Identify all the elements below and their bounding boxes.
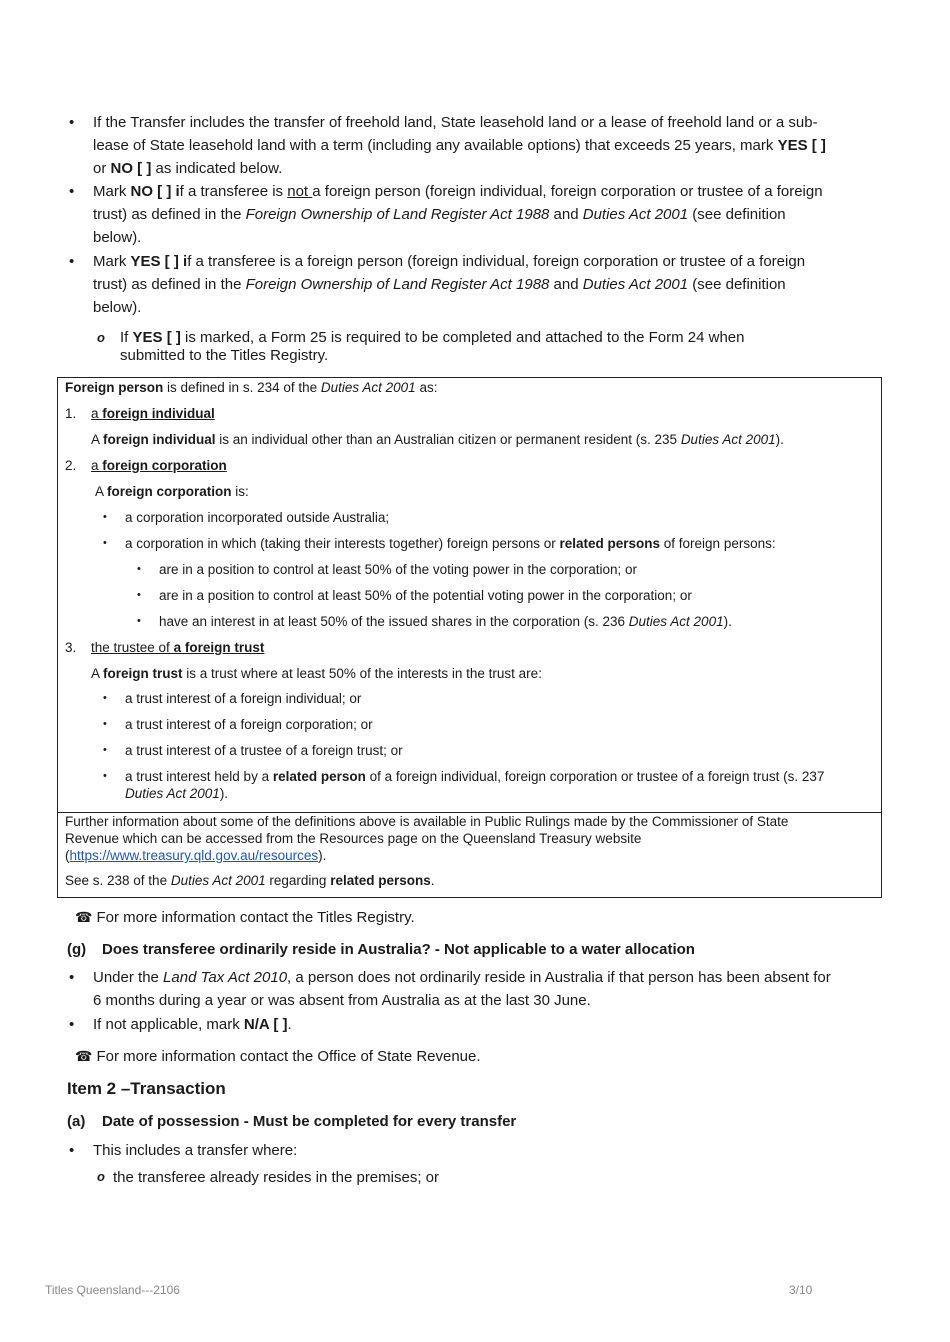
title-bold: foreign corporation (102, 458, 227, 473)
see-definition-text: (see definition (688, 206, 786, 223)
as-indicated-text: as indicated below. (151, 160, 283, 177)
bullet-icon: • (137, 615, 141, 627)
corp-sub-bullet-2: are in a position to control at least 50% of the potential voting power in the corporation; or (159, 588, 692, 603)
mark-text: Mark (93, 183, 131, 200)
contact-titles-text: For more information contact the Titles Registry. (96, 909, 415, 926)
and-text: and (549, 206, 583, 223)
form25-note (120, 329, 880, 365)
paren-close: ). (318, 848, 327, 863)
bullet-icon: • (137, 563, 141, 575)
no-box-label: NO [ ] i (130, 183, 180, 200)
not-applicable-text: If not applicable, mark (93, 1016, 244, 1033)
contact-titles-registry (75, 906, 415, 929)
act-name: Land Tax Act 2010 (163, 969, 288, 986)
intro-bullet-3 (93, 250, 893, 319)
title-prefix: the trustee of (91, 640, 174, 655)
sub3-post: ). (723, 614, 732, 629)
section-a-bullet-1: This includes a transfer where: (93, 1142, 298, 1159)
hollow-bullet-icon: o (97, 1169, 105, 1184)
bullet-icon: • (103, 692, 107, 704)
section-label: (g) (67, 941, 87, 958)
bullet-icon: • (103, 511, 107, 523)
corp-bullet-2-post: of foreign persons: (660, 536, 776, 551)
intro-bullet-1 (93, 111, 893, 180)
yes-box-label: YES [ ] (132, 329, 181, 346)
section-g-bullet-2 (93, 1013, 292, 1036)
trust-bullet-2: a trust interest of a foreign corporation; or (125, 717, 373, 732)
related-person-term: related person (272, 769, 366, 784)
desc-prefix: A (95, 484, 108, 499)
bullet-icon: • (69, 253, 75, 270)
if-text: If (120, 329, 133, 346)
heading-post: as: (415, 380, 438, 395)
intro-bullet-1-line2: lease of State leasehold land with a term (including any available options) that exceeds 25 years, mark (93, 137, 778, 154)
form25-line1: is marked, a Form 25 is required to be completed and attached to the Form 24 when (180, 329, 745, 346)
act-name: Foreign Ownership of Land Register Act 1988 (245, 206, 550, 223)
corp-bullet-2-pre: a corporation in which (taking their interests together) foreign persons or (125, 536, 560, 551)
section-a-heading (67, 1110, 516, 1133)
trust-defined-text: trust) as defined in the (93, 276, 246, 293)
desc-prefix: A (91, 432, 104, 447)
item-number: 3. (65, 640, 77, 655)
trust-bullet-4 (125, 768, 875, 802)
bullet-icon: • (69, 114, 75, 131)
title-prefix: a (91, 458, 103, 473)
foreign-trust-desc (91, 665, 542, 682)
trust-bullet-1: a trust interest of a foreign individual; or (125, 691, 362, 706)
desc-post: is a trust where at least 50% of the interests in the trust are: (182, 666, 542, 681)
form25-line2: submitted to the Titles Registry. (120, 347, 329, 364)
foreign-trust-title (91, 639, 264, 656)
bullet-icon: • (69, 1016, 75, 1033)
related-persons-term: related persons (330, 873, 431, 888)
yes-box-label: YES [ ] i (130, 253, 188, 270)
act-name: Duties Act 2001 (125, 786, 220, 801)
intro-bullet-1-line1: If the Transfer includes the transfer of freehold land, State leasehold land or a lease of freehold land or a sub- (93, 114, 818, 131)
further-info-line1: Further information about some of the definitions above is available in Public Rulings made by the Commissioner of State (65, 814, 789, 829)
not-underlined: not (287, 183, 313, 200)
footer-document-id: Titles Queensland---2106 (45, 1283, 180, 1297)
if-text: f a transferee is a foreign person (foreign individual, foreign corporation or trustee of a foreign (187, 253, 806, 270)
foreign-individual-desc (91, 431, 784, 448)
section-title: Does transferee ordinarily reside in Australia? - Not applicable to a water allocation (102, 941, 695, 958)
desc-post: ). (775, 432, 784, 447)
corp-sub-bullet-3 (159, 613, 732, 630)
desc-term: foreign individual (103, 432, 216, 447)
yes-box-label: YES [ ] (777, 137, 826, 154)
corp-sub-bullet-1: are in a position to control at least 50% of the voting power in the corporation; or (159, 562, 638, 577)
na-box-label: N/A [ ] (243, 1016, 288, 1033)
act-name: Duties Act 2001 (170, 873, 266, 888)
act-name: Duties Act 2001 (628, 614, 724, 629)
act-name: Duties Act 2001 (582, 276, 689, 293)
if-text: f a transferee is (179, 183, 288, 200)
trust-bullet-4-pre: a trust interest held by a (125, 769, 273, 784)
contact-revenue-text: For more information contact the Office of State Revenue. (96, 1048, 481, 1065)
or-text: or (93, 160, 111, 177)
desc-mid: is an individual other than an Australian citizen or permanent resident (s. 235 (215, 432, 681, 447)
under-the-text: Under the (93, 969, 164, 986)
foreign-person-text: a foreign person (foreign individual, foreign corporation or trustee of a foreign (312, 183, 823, 200)
paren-open: ( (65, 848, 70, 863)
desc-term: foreign trust (103, 666, 183, 681)
section-a-sub-bullet-1: the transferee already resides in the premises; or (113, 1169, 439, 1186)
section-g-heading (67, 938, 695, 961)
heading-mid: is defined in s. 234 of the (163, 380, 321, 395)
title-bold: foreign individual (102, 406, 215, 421)
desc-term: foreign corporation (107, 484, 232, 499)
act-name: Duties Act 2001 (320, 380, 416, 395)
trust-defined-text: trust) as defined in the (93, 206, 246, 223)
foreign-corporation-desc (95, 483, 249, 500)
foreign-corporation-title (91, 457, 227, 474)
bullet-icon: • (103, 744, 107, 756)
see-also-mid: regarding (265, 873, 331, 888)
definition-heading (65, 379, 437, 396)
bullet-icon: • (103, 718, 107, 730)
no-box-label: NO [ ] (110, 160, 152, 177)
item-2-heading: Item 2 –Transaction (67, 1079, 226, 1098)
corp-bullet-2 (125, 535, 776, 552)
item-number: 1. (65, 406, 77, 421)
bullet-icon: • (69, 969, 75, 986)
act-name: Duties Act 2001 (582, 206, 689, 223)
trust-bullet-4-post: of a foreign individual, foreign corporation or trustee of a foreign trust (s. 237 (365, 769, 825, 784)
section-label: (a) (67, 1113, 86, 1130)
corp-bullet-1: a corporation incorporated outside Australia; (125, 510, 390, 525)
hollow-bullet-icon: o (97, 330, 105, 345)
item-number: 2. (65, 458, 77, 473)
foreign-person-term: Foreign person (65, 380, 164, 395)
title-bold: a foreign trust (173, 640, 265, 655)
absence-line2: 6 months during a year or was absent from Australia as at the last 30 June. (93, 992, 591, 1009)
phone-icon: ☎ (75, 909, 93, 925)
treasury-resources-link[interactable]: https://www.treasury.qld.gov.au/resources (69, 848, 319, 863)
mark-text: Mark (93, 253, 131, 270)
see-definition-text: (see definition (688, 276, 786, 293)
intro-bullet-2 (93, 180, 893, 249)
further-info-line2: Revenue which can be accessed from the Resources page on the Queensland Treasury website (65, 831, 642, 846)
foreign-individual-title (91, 405, 215, 422)
trust-bullet-4-end: ). (219, 786, 229, 801)
section-g-bullet-1 (93, 966, 893, 1012)
contact-state-revenue (75, 1045, 481, 1068)
title-prefix: a (91, 406, 103, 421)
section-title: Date of possession - Must be completed for every transfer (102, 1113, 517, 1130)
related-persons-term: related persons (559, 536, 661, 551)
phone-icon: ☎ (75, 1048, 93, 1064)
trust-bullet-3: a trust interest of a trustee of a foreign trust; or (125, 743, 403, 758)
see-also-post: . (430, 873, 435, 888)
desc-post: is: (231, 484, 249, 499)
bullet-icon: • (103, 770, 107, 782)
and-text: and (549, 276, 583, 293)
see-also-note (65, 872, 435, 889)
bullet-icon: • (69, 1142, 75, 1159)
desc-prefix: A (91, 666, 104, 681)
below-text: below). (93, 299, 142, 316)
sub3-pre: have an interest in at least 50% of the issued shares in the corporation (s. 236 (159, 614, 629, 629)
further-information (65, 813, 875, 864)
below-text: below). (93, 229, 142, 246)
absence-text: , a person does not ordinarily reside in Australia if that person has been absent for (287, 969, 831, 986)
act-name: Foreign Ownership of Land Register Act 1988 (245, 276, 550, 293)
period: . (287, 1016, 292, 1033)
bullet-icon: • (69, 183, 75, 200)
footer-page-number: 3/10 (789, 1283, 813, 1297)
bullet-icon: • (137, 589, 141, 601)
act-name: Duties Act 2001 (680, 432, 776, 447)
bullet-icon: • (103, 537, 107, 549)
see-also-pre: See s. 238 of the (65, 873, 171, 888)
